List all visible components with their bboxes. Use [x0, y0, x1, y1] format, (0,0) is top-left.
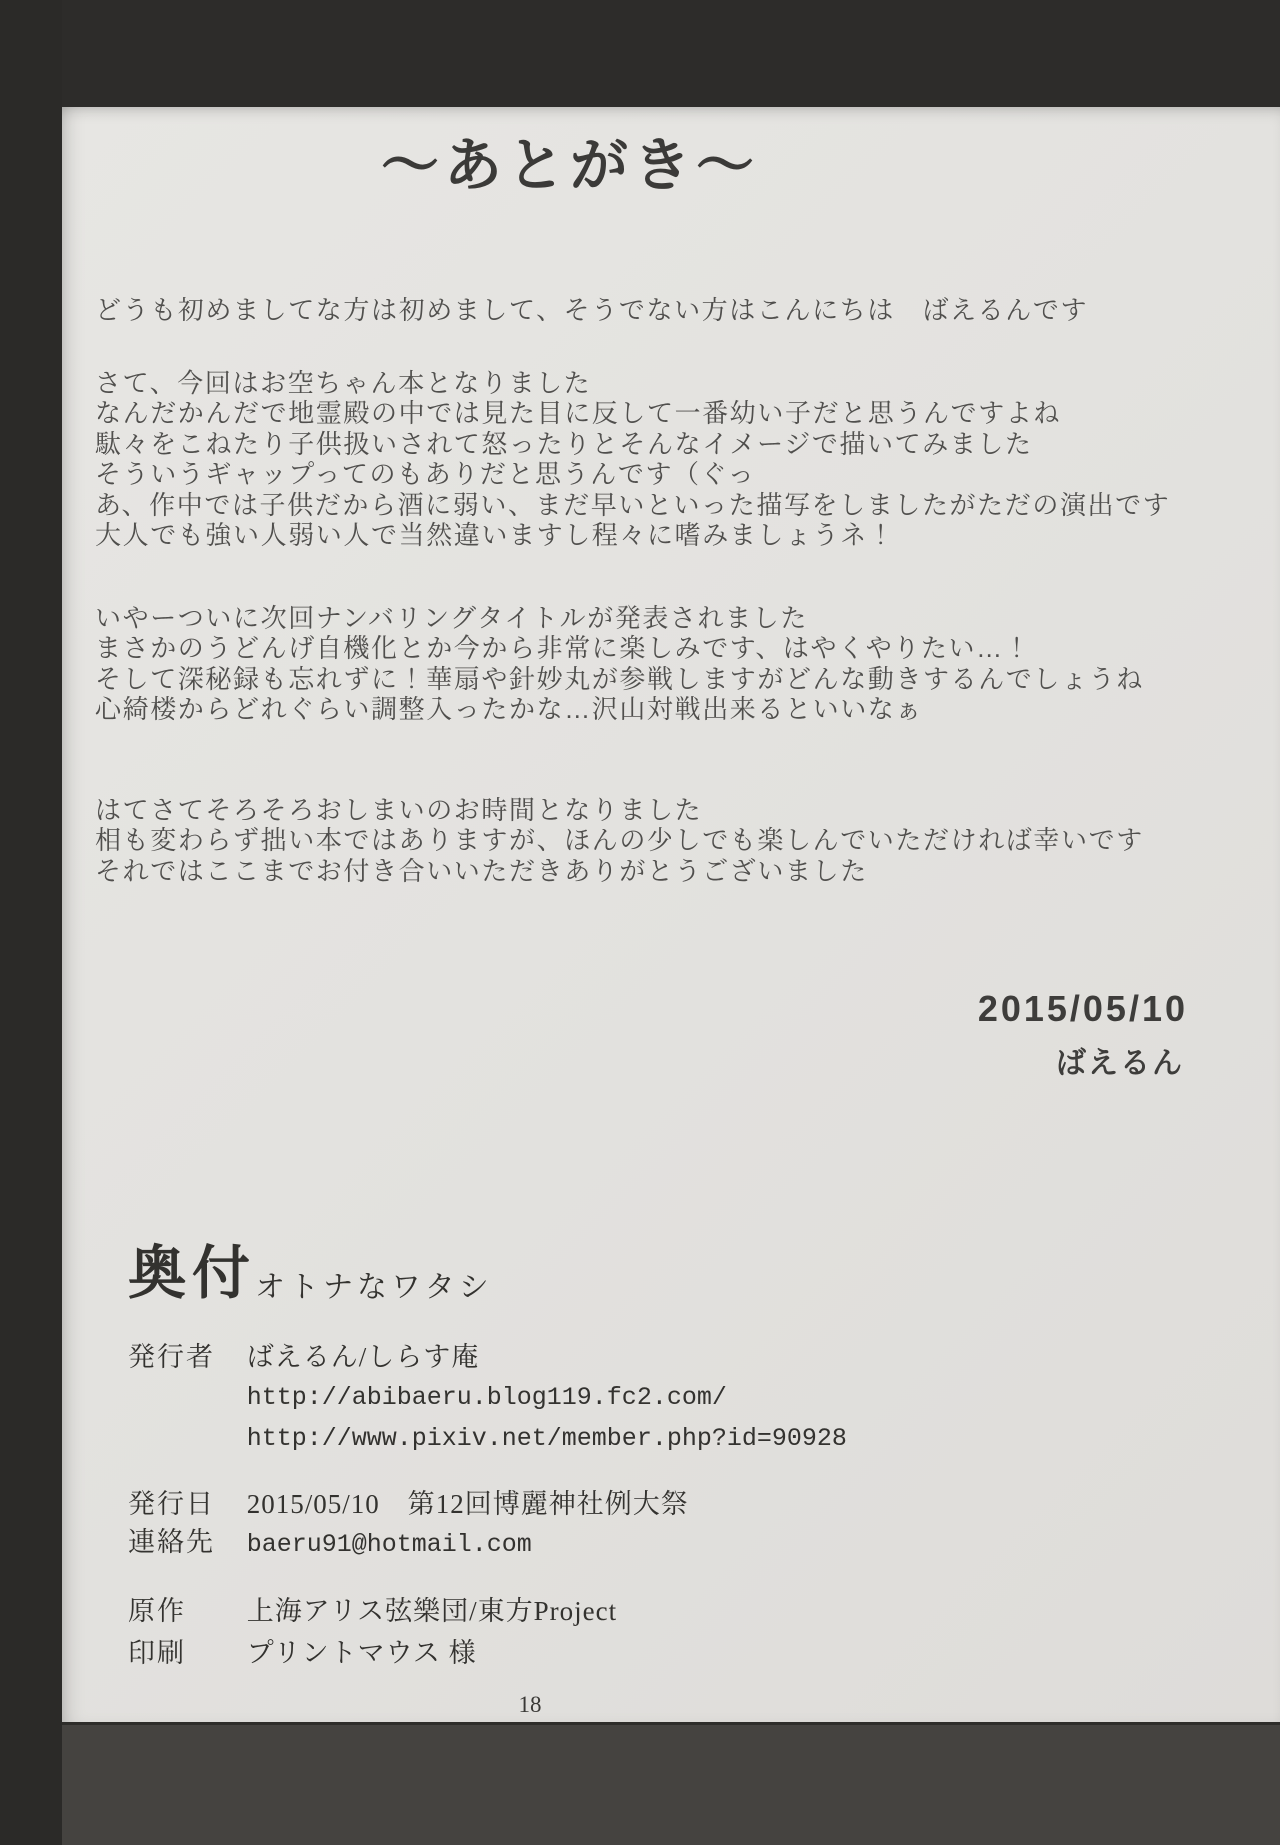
colophon-row-original-work [128, 1589, 1178, 1628]
colophon-row-contact [128, 1520, 1178, 1559]
page-number: 18 [518, 1692, 542, 1717]
afterword-line: あ、作中では子供だから酒に弱い、まだ早いといった描写をしましたがただの演出です [95, 489, 1171, 520]
afterword-line: どうも初めましてな方は初めまして、そうでない方はこんにちは ばえるんです [95, 295, 1089, 325]
colophon-label: 連絡先 [128, 1527, 215, 1557]
colophon-value-url: http://www.pixiv.net/member.php?id=90928 [246, 1424, 847, 1453]
afterword-line: 心綺楼からどれぐらい調整入ったかな…沢山対戦出来るといいなぁ [95, 694, 924, 725]
afterword-line: 相も変わらず拙い本ではありますが、ほんの少しでも楽しんでいただければ幸いです [95, 825, 1144, 856]
afterword-line: なんだかんだで地霊殿の中では見た目に反して一番幼い子だと思うんですよね [95, 398, 1062, 429]
afterword-line: さて、今回はお空ちゃん本となりました [95, 368, 592, 398]
colophon-label: 発行日 [128, 1489, 215, 1519]
afterword-line: 駄々をこねたり子供扱いされて怒ったりとそんなイメージで描いてみました [95, 428, 1033, 459]
colophon-row-printer [128, 1631, 1178, 1670]
colophon-value: 2015/05/10 第12回博麗神社例大祭 [246, 1489, 689, 1519]
afterword-line: はてさてそろそろおしまいのお時間となりました [95, 795, 703, 825]
colophon-row-pixiv-url [128, 1414, 1178, 1453]
afterword-line: 大人でも強い人弱い人で当然違いますし程々に嗜みましょうネ！ [95, 520, 896, 551]
colophon-label: 原作 [128, 1596, 186, 1626]
colophon-value-email: baeru91@hotmail.com [246, 1530, 532, 1559]
colophon-row-publisher [128, 1335, 1178, 1374]
afterword-line: まさかのうどんげ自機化とか今から非常に楽しみです、はやくやりたい…！ [95, 633, 1032, 664]
afterword-line: いやーついに次回ナンバリングタイトルが発表されました [95, 603, 808, 633]
colophon-label: 発行者 [128, 1342, 215, 1372]
colophon-value: 上海アリス弦樂団/東方Project [246, 1596, 618, 1626]
afterword-title: 〜あとがき〜 [380, 133, 759, 198]
colophon-label: 印刷 [128, 1638, 186, 1668]
colophon-row-blog-url [128, 1373, 1178, 1412]
colophon-value: プリントマウス 様 [246, 1638, 477, 1668]
afterword-line: そういうギャップってのもありだと思うんです（ぐっ [95, 459, 756, 490]
afterword-line: そして深秘録も忘れずに！華扇や針妙丸が参戦しますがどんな動きするんでしょうね [95, 663, 1144, 694]
afterword-line: それではここまでお付き合いいただきありがとうございました [95, 855, 868, 886]
colophon-row-publish-date [128, 1482, 1178, 1521]
handwritten-date: 2015/05/10 [977, 988, 1188, 1029]
colophon-book-title: オトナなワタシ [255, 1271, 493, 1304]
colophon-heading: 奥付 [128, 1241, 257, 1306]
colophon-value: ばえるん/しらす庵 [246, 1342, 480, 1372]
handwritten-signature: ばえるん [1056, 1047, 1184, 1080]
colophon-value-url: http://abibaeru.blog119.fc2.com/ [246, 1383, 727, 1412]
